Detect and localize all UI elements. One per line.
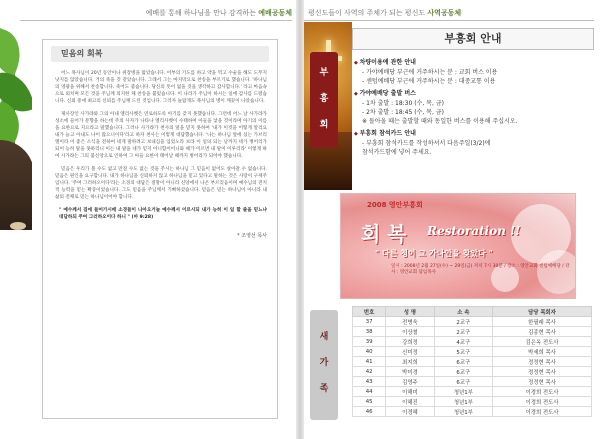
page-gutter <box>296 0 304 439</box>
table-cell: 이경희 전도사 <box>493 397 592 407</box>
table-row <box>353 357 592 367</box>
sermon-paragraph: 제사장인 사가랴와 그의 아내 엘리사벳은 연로하도록 아기를 갖지 못했습니다. 그런데 어느 날 사가랴가 성소에 들어가 분향을 하는데 주의 사자가 나타나 엘리사벳이 수태하여 아들을 낳을 것이라며 아기의 이름을 요한으로 지으라고 말했습니다. 그러나 사가랴가 천사의 말을 믿지 못하여 '내가 이것을 어떻게 알리요 내가 늙고 아내도 나이 많으니이다'라고 하자 천사는 이렇게 대답했습니다. '나는 하나님 앞에 섰는 가브리엘이라 이 좋은 소식을 전하여 네게 말하려고 보내심을 입었노라 보라 이 일의 되는 날까지 네가 벙어리가 되어 능히 말을 못하리니 이는 내 말을 네가 믿지 아니함이어니와 때가 이르면 내 말이 이루리라' 이렇게 하여 사가랴는 그의 불신앙으로 인하여 그 아들 요한이 태어날 때까지 벙어리가 되어야 했습니다. <box>55 112 267 159</box>
table-row <box>353 317 592 327</box>
table-cell: 청년1부 <box>434 387 492 397</box>
table-cell: 정정현 목사 <box>493 357 592 367</box>
revival-notice-title: 부흥회 안내 <box>352 28 594 50</box>
banner-tagline: " 다른 청이 그 가나안을 찾았다 " <box>375 249 493 258</box>
table-row <box>353 347 592 357</box>
sermon-box <box>42 39 278 419</box>
table-cell: 4교구 <box>434 337 492 347</box>
newcomer-side-label: 새 가 족 <box>310 310 338 420</box>
table-cell: 최지희 <box>386 357 434 367</box>
table-cell: 6교구 <box>434 357 492 367</box>
author-signature: * 조영선 목사 <box>237 233 267 239</box>
plant-photo <box>0 22 32 230</box>
table-row <box>353 367 592 377</box>
right-header-rule <box>304 20 594 21</box>
table-cell: 6교구 <box>434 367 492 377</box>
table-cell: 2교구 <box>434 327 492 337</box>
column-header: 소 속 <box>434 307 492 317</box>
table-cell: 43 <box>353 377 386 387</box>
table-cell: 한필래 목사 <box>493 317 592 327</box>
table-cell: 37 <box>353 317 386 327</box>
revival-side-label: 부 흥 회 <box>310 52 338 148</box>
table-row <box>353 407 592 417</box>
table-cell: 38 <box>353 327 386 337</box>
revival-banner <box>340 193 576 299</box>
right-header-highlight: 사역공동체 <box>427 9 462 17</box>
notice-line: - 2차 출발 : 18:45 (수, 목, 금) <box>362 109 444 116</box>
table-row <box>353 327 592 337</box>
right-page <box>304 0 600 439</box>
table-cell: 전병욱 <box>386 317 434 327</box>
notice-line: - 부흥회 참석카드를 작성하셔서 다음주일(3/2)에 <box>362 140 491 147</box>
table-cell: 청년1부 <box>434 407 492 417</box>
table-row <box>353 337 592 347</box>
table-cell: 정정현 목사 <box>493 367 592 377</box>
table-cell: 6교구 <box>434 377 492 387</box>
banner-title-en: Restoration !! <box>427 224 521 238</box>
table-cell: 이해미 <box>386 387 434 397</box>
table-cell: 42 <box>353 367 386 377</box>
table-cell: 46 <box>353 407 386 417</box>
table-cell: 청년1부 <box>434 397 492 407</box>
notice-section-heading: ◆ 가야예배당 출발 버스 <box>354 89 594 99</box>
table-cell: 이경혜 <box>386 407 434 417</box>
column-header: 번호 <box>353 307 386 317</box>
left-header-highlight: 예배공동체 <box>258 9 292 17</box>
banner-subtitle: 2008 영안부흥회 <box>367 201 423 209</box>
scripture-verse: " 예수께서 집에 들어가시매 소경들이 나아오거늘 예수께서 이르시되 내가 능히 이 일 할 줄을 믿느냐 대답하되 주여 그러하오이다 하니 " (마 9:28) <box>59 208 267 220</box>
notice-line: - 가야예배당 부근에 거주하시는 분 : 교회 버스 이용 <box>362 69 498 76</box>
table-cell: 이경희 전도사 <box>493 407 592 417</box>
sermon-body <box>55 70 267 410</box>
revival-notice <box>354 58 594 188</box>
right-header-prefix: 평신도들이 사역의 주체가 되는 평신도 <box>308 9 428 17</box>
notice-line: 참석카드함에 넣어 주세요. <box>362 149 432 156</box>
sermon-paragraph: 믿음은 우리가 볼 수도 없고 만질 수도 없는 것을 주시는 하나님 그 믿음이 없어도 살아갈 수 없습니다. 믿음은 원인을 요구합니다. 내가 하나님을 신뢰하지 않고 하나님을 믿고 있다고 말하는 것은 사랑이 구세주입니다. '주여 그러하오이다'라는 소경의 대답은 절망이 아니라 신앙에서 나온 부르짖음이며 예수님의 전지적 능력을 믿는 확증이었습니다. 그도 믿음을 주님께서 기뻐하셨습니다. 믿음은 믿는 하나님이 아니라 내 삶의 전체로 믿는 하나님이어야 합니다. <box>55 167 267 200</box>
table-cell: 신미정 <box>386 347 434 357</box>
left-page-header <box>20 4 292 20</box>
table-cell: 이상철 <box>386 327 434 337</box>
left-header-prefix: 예배를 통해 하나님을 만나 감격하는 <box>145 9 259 17</box>
notice-section <box>354 58 594 86</box>
sermon-title: 믿음의 회복 <box>61 49 103 58</box>
notice-line: - 1차 출발 : 18:30 (수, 목, 금) <box>362 100 444 107</box>
table-cell: 이혜진 <box>386 397 434 407</box>
sermon-title-bar <box>51 46 269 62</box>
notice-line: - 센텀예배당 부근에 거주하시는 분 : 대중교통 이용 <box>362 78 496 85</box>
column-header: 성 명 <box>386 307 434 317</box>
banner-details: 일시 : 2008년 2월 27일(수) ~ 29일(금) 저녁 7시 30분 / 장소 : 영안교회 센텀예배당 / 강사 : 영안교회 담임목사 <box>391 264 570 275</box>
table-cell: 40 <box>353 347 386 357</box>
table-cell: 44 <box>353 387 386 397</box>
table-cell: 이경희 전도사 <box>493 387 592 397</box>
table-cell: 김은옥 전도사 <box>493 337 592 347</box>
table-row <box>353 377 592 387</box>
left-page <box>0 0 296 439</box>
banner-title-kr: 회 복 <box>361 222 407 246</box>
table-cell: 김영주 <box>386 377 434 387</box>
table-cell: 39 <box>353 337 386 347</box>
table-cell: 5교구 <box>434 347 492 357</box>
notice-line: ※ 돌아올 때는 출발할 때와 동일한 버스를 이용해 주십시오. <box>362 118 518 125</box>
table-cell: 김종현 목사 <box>493 327 592 337</box>
table-row <box>353 397 592 407</box>
table-cell: 41 <box>353 357 386 367</box>
table-header-row <box>353 307 592 317</box>
table-cell: 정정현 목사 <box>493 377 592 387</box>
notice-section-heading: ◆ 부흥회 참석카드 안내 <box>354 129 594 139</box>
table-cell: 박미경 <box>386 367 434 377</box>
newcomer-table-body <box>353 317 592 417</box>
sermon-paragraph: 어느 목사님이 20년 동안이나 위장병을 앓았습니다. 어부의 기도를 하고 약을 먹고 수술을 해도 도무지 낫지를 않았습니다. 거의 죽을 것 같았습니다. 그래서 그는 마지막으로 찬송을 부르기로 했습니다. '하나님의 영광을 위해서 찬송합니다. 죽어도 좋습니다. 당신의 뜻이 없을 것을 생각하고 감사합니다.' 라고 마음속으로 외치며 모든 것을 주님께 의지한 채 찬송을 불렀습니다. 이 나라가 주님이 하시는 일에 감사를 드렸습니다. 신뢰 중에 최고의 신뢰를 주님께 드린 것입니다. 그러자 놀랍게도 목사님의 병이 깨끗이 나았습니다. <box>55 71 267 104</box>
table-cell: 2교구 <box>434 317 492 327</box>
notice-section <box>354 89 594 126</box>
table-cell: 강희정 <box>386 337 434 347</box>
table-cell: 45 <box>353 397 386 407</box>
notice-section-heading: ◆ 차량이용에 관한 안내 <box>354 58 594 68</box>
newcomer-table <box>352 306 592 417</box>
notice-section <box>354 129 594 157</box>
left-header-rule <box>20 20 292 21</box>
table-row <box>353 387 592 397</box>
table-cell: 박세희 목사 <box>493 347 592 357</box>
column-header: 담당 목회자 <box>493 307 592 317</box>
right-page-header <box>308 4 588 20</box>
